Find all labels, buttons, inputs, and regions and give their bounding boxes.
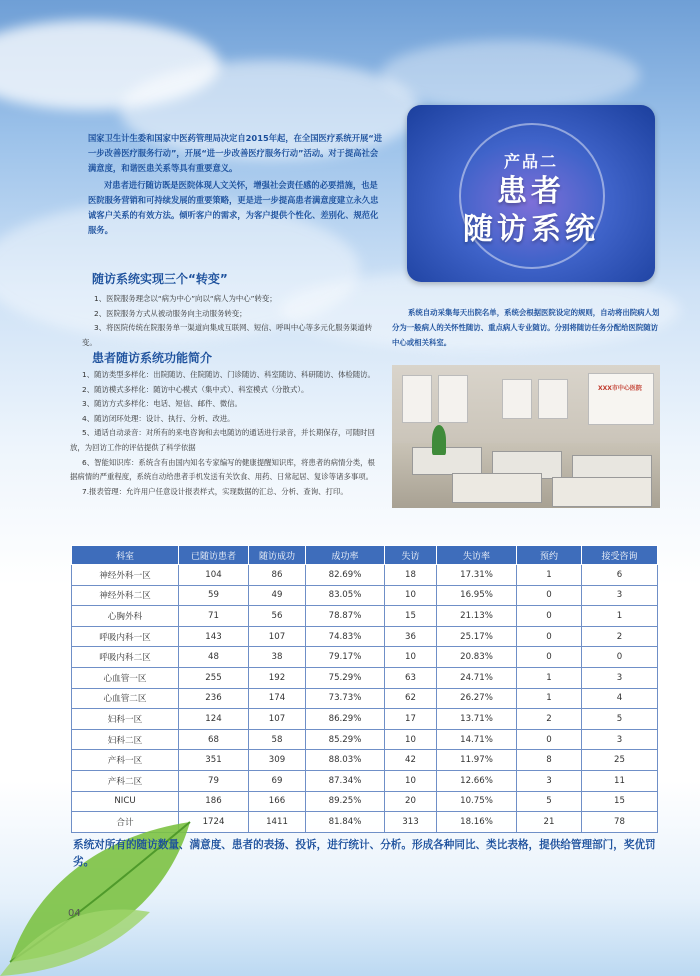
table-cell: 75.29% — [306, 667, 385, 688]
list-item: 2、医院服务方式从被动服务向主动服务转变； — [94, 308, 247, 318]
list-item: 1、随访类型多样化：出院随访、住院随访、门诊随访、科室随访、科研随访、体检随访。 — [82, 370, 375, 379]
table-cell: 神经外科二区 — [72, 585, 179, 606]
table-cell: 86 — [249, 565, 306, 586]
table-cell: 78 — [582, 812, 658, 833]
column-header: 预约 — [517, 546, 582, 565]
table-cell: 48 — [179, 647, 249, 668]
table-cell: 59 — [179, 585, 249, 606]
intro-paragraph-1: 国家卫生计生委和国家中医药管理局决定自2015年起，在全国医疗系统开展“进一步改善医疗服务行动”，开展“进一步改善医疗服务行动”活动。对于提高社会满意度，和谐医患关系等具有重要意义。 — [88, 133, 383, 173]
table-cell: 85.29% — [306, 729, 385, 750]
table-cell: 21.13% — [437, 606, 517, 627]
table-cell: 4 — [582, 688, 658, 709]
table-cell: 3 — [582, 729, 658, 750]
table-row — [72, 647, 658, 668]
list-item: 7.报表管理：允许用户任意设计报表样式，实现数据的汇总、分析、查询、打印。 — [82, 486, 348, 496]
table-cell: 351 — [179, 750, 249, 771]
table-cell: 63 — [385, 667, 437, 688]
table-cell: 11 — [582, 770, 658, 791]
table-cell: 0 — [517, 729, 582, 750]
table-cell: 236 — [179, 688, 249, 709]
table-cell: 1724 — [179, 812, 249, 833]
table-cell: NICU — [72, 791, 179, 812]
table-cell: 38 — [249, 647, 306, 668]
cubicle — [452, 473, 542, 503]
list-item: 5、通话自动录音：对所有的来电咨询和去电随访的通话进行录音，并长期保存，可随时回放，为回访工作的评估提供了科学依据 — [70, 428, 375, 452]
list-item: 3、随访方式多样化：电话、短信、邮件、微信。 — [82, 399, 242, 409]
table-cell: 81.84% — [306, 812, 385, 833]
table-cell: 13.71% — [437, 709, 517, 730]
column-header: 失访率 — [437, 546, 517, 565]
table-cell: 2 — [582, 626, 658, 647]
table-cell: 3 — [517, 770, 582, 791]
table-cell: 71 — [179, 606, 249, 627]
table-cell: 26.27% — [437, 688, 517, 709]
table-cell: 79 — [179, 770, 249, 791]
table-cell: 309 — [249, 750, 306, 771]
hospital-sign-text: XXX市中心医院 — [598, 385, 642, 392]
table-cell: 1 — [517, 688, 582, 709]
table-cell: 62 — [385, 688, 437, 709]
wall-poster — [538, 379, 568, 419]
table-cell: 174 — [249, 688, 306, 709]
transform-heading: 随访系统实现三个“转变” — [92, 272, 228, 286]
table-cell: 10 — [385, 770, 437, 791]
table-cell: 10 — [385, 585, 437, 606]
wall-poster — [502, 379, 532, 419]
table-cell: 10 — [385, 729, 437, 750]
table-row — [72, 626, 658, 647]
column-header: 已随访患者 — [179, 546, 249, 565]
table-cell: 79.17% — [306, 647, 385, 668]
table-cell: 82.69% — [306, 565, 385, 586]
list-item: 4、随访闭环处理：设计、执行、分析、改进。 — [82, 413, 235, 423]
table-cell: 心胸外科 — [72, 606, 179, 627]
table-row — [72, 750, 658, 771]
followup-statistics-table — [71, 545, 658, 833]
table-cell: 104 — [179, 565, 249, 586]
table-row — [72, 667, 658, 688]
table-cell: 合计 — [72, 812, 179, 833]
table-cell: 15 — [582, 791, 658, 812]
table-cell: 0 — [517, 585, 582, 606]
table-cell: 1 — [582, 606, 658, 627]
table-row — [72, 606, 658, 627]
table-cell: 0 — [582, 647, 658, 668]
table-cell: 107 — [249, 626, 306, 647]
table-cell: 5 — [582, 709, 658, 730]
table-cell: 83.05% — [306, 585, 385, 606]
table-cell: 78.87% — [306, 606, 385, 627]
table-cell: 49 — [249, 585, 306, 606]
table-cell: 74.83% — [306, 626, 385, 647]
table-cell: 15 — [385, 606, 437, 627]
product-title-card — [407, 105, 655, 282]
table-cell: 20.83% — [437, 647, 517, 668]
table-cell: 神经外科一区 — [72, 565, 179, 586]
table-cell: 10 — [385, 647, 437, 668]
table-cell: 56 — [249, 606, 306, 627]
table-cell: 143 — [179, 626, 249, 647]
features-heading: 患者随访系统功能简介 — [92, 351, 213, 365]
cubicle — [552, 477, 652, 507]
product-title-line-1: 患者 — [497, 174, 565, 209]
table-header-row — [72, 546, 658, 565]
table-cell: 25.17% — [437, 626, 517, 647]
table-cell: 产科一区 — [72, 750, 179, 771]
transform-list — [82, 292, 382, 350]
table-cell: 186 — [179, 791, 249, 812]
table-cell: 1411 — [249, 812, 306, 833]
table-cell: 166 — [249, 791, 306, 812]
column-header: 接受咨询 — [582, 546, 658, 565]
table-cell: 1 — [517, 667, 582, 688]
footer-text: 系统对所有的随访数量、满意度、患者的表扬、投诉，进行统计、分析。形成各种同比、类比表格，提供给管理部门，奖优罚劣。 — [73, 839, 656, 868]
table-cell: 10.75% — [437, 791, 517, 812]
column-header: 成功率 — [306, 546, 385, 565]
product-title-line-2: 随访系统 — [463, 212, 599, 247]
table-cell: 68 — [179, 729, 249, 750]
cubicle — [412, 447, 482, 475]
table-cell: 18 — [385, 565, 437, 586]
table-cell: 69 — [249, 770, 306, 791]
cloud — [380, 40, 640, 110]
table-cell: 5 — [517, 791, 582, 812]
page-number: 04 — [68, 908, 81, 919]
table-cell: 14.71% — [437, 729, 517, 750]
table-cell: 产科二区 — [72, 770, 179, 791]
table-cell: 呼吸内科一区 — [72, 626, 179, 647]
table-cell: 3 — [582, 585, 658, 606]
table-cell: 呼吸内科二区 — [72, 647, 179, 668]
table-cell: 25 — [582, 750, 658, 771]
table-cell: 124 — [179, 709, 249, 730]
table-cell: 86.29% — [306, 709, 385, 730]
table-cell: 1 — [517, 565, 582, 586]
table-cell: 20 — [385, 791, 437, 812]
column-header: 科室 — [72, 546, 179, 565]
table-row — [72, 585, 658, 606]
system-description: 系统自动采集每天出院名单，系统会根据医院设定的规则，自动将出院病人划分为一般病人的关怀性随访、重点病人专业随访。分别将随访任务分配给医院随访中心或相关科室。 — [392, 308, 660, 347]
table-cell: 12.66% — [437, 770, 517, 791]
table-cell: 17.31% — [437, 565, 517, 586]
column-header: 失访 — [385, 546, 437, 565]
column-header: 随访成功 — [249, 546, 306, 565]
list-item: 2、随访模式多样化：随访中心模式（集中式）、科室模式（分散式）。 — [82, 384, 309, 394]
table-cell: 313 — [385, 812, 437, 833]
table-cell: 妇科二区 — [72, 729, 179, 750]
table-cell: 89.25% — [306, 791, 385, 812]
table-row — [72, 565, 658, 586]
table-row — [72, 729, 658, 750]
table-cell: 36 — [385, 626, 437, 647]
table-row — [72, 709, 658, 730]
table-cell: 8 — [517, 750, 582, 771]
table-cell: 73.73% — [306, 688, 385, 709]
table-cell: 88.03% — [306, 750, 385, 771]
table-cell: 0 — [517, 606, 582, 627]
intro-paragraph-2: 对患者进行随访既是医院体现人文关怀，增强社会责任感的必要措施，也是医院服务营销和可持续发展的重要策略，更是进一步提高患者满意度建立永久忠诚客户关系的有效方法。倾听客户的需求，为客户提供个性化、差别化、规范化服务。 — [88, 180, 379, 235]
product-title — [407, 173, 655, 249]
table-cell: 0 — [517, 647, 582, 668]
list-item: 6、智能知识库：系统含有由国内知名专家编写的健康提醒知识库，将患者的病情分类，根据病情的严重程度，系统自动给患者手机发送有关饮食、用药、日常起居、复诊等诸多事项。 — [70, 457, 375, 482]
table-cell: 42 — [385, 750, 437, 771]
table-row — [72, 770, 658, 791]
table-cell: 107 — [249, 709, 306, 730]
table-cell: 心血管二区 — [72, 688, 179, 709]
table-row — [72, 791, 658, 812]
table-cell: 心血管一区 — [72, 667, 179, 688]
table-cell: 18.16% — [437, 812, 517, 833]
intro-text — [88, 131, 383, 240]
table-cell: 3 — [582, 667, 658, 688]
list-item: 3、将医院传统在院服务单一渠道向集成互联网、短信、呼叫中心等多元化服务渠道转变。 — [82, 323, 373, 347]
table-cell: 192 — [249, 667, 306, 688]
table-cell: 16.95% — [437, 585, 517, 606]
table-cell: 87.34% — [306, 770, 385, 791]
table-cell: 255 — [179, 667, 249, 688]
wall-poster — [438, 375, 468, 423]
table-body — [72, 565, 658, 833]
table-cell: 0 — [517, 626, 582, 647]
table-cell: 21 — [517, 812, 582, 833]
plant — [432, 425, 446, 455]
list-item: 1、医院服务理念以“病为中心”向以“病人为中心”转变； — [94, 294, 277, 303]
table-row — [72, 688, 658, 709]
table-cell: 24.71% — [437, 667, 517, 688]
table-cell: 58 — [249, 729, 306, 750]
table-cell: 6 — [582, 565, 658, 586]
features-list — [70, 368, 382, 499]
table-cell: 2 — [517, 709, 582, 730]
product-subtitle: 产品二 — [503, 152, 558, 171]
table-cell: 11.97% — [437, 750, 517, 771]
wall-poster — [402, 375, 432, 423]
table-cell: 妇科一区 — [72, 709, 179, 730]
table-cell: 17 — [385, 709, 437, 730]
hospital-sign — [588, 373, 654, 425]
